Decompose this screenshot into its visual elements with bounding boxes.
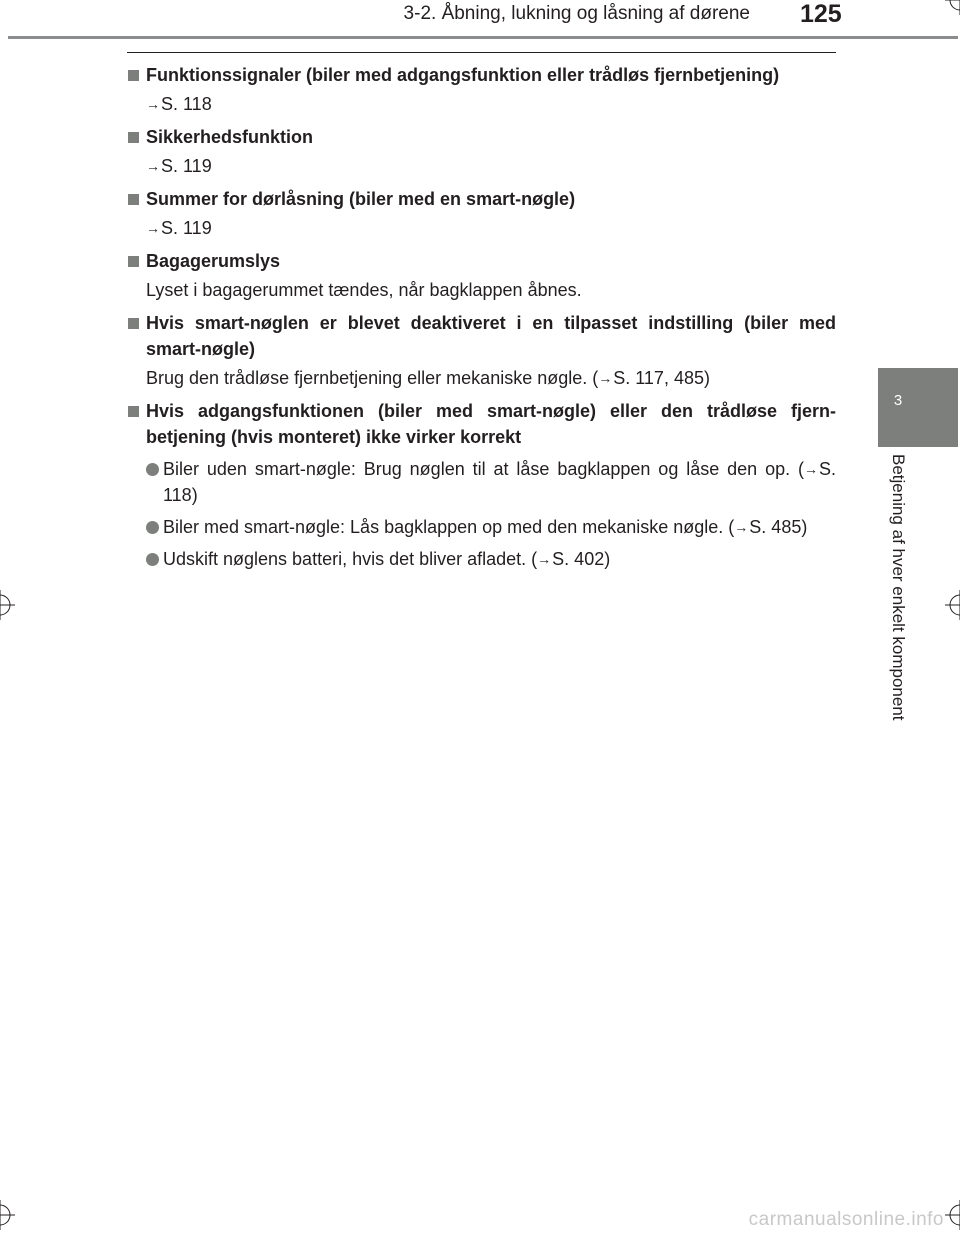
heading-text: Bagagerumslys — [146, 251, 281, 271]
arrow-icon: → — [146, 158, 160, 174]
circle-bullet-icon — [146, 521, 159, 534]
square-bullet-icon — [128, 256, 139, 267]
text-after: ) — [191, 485, 198, 505]
text-after: ) — [703, 368, 710, 388]
section-adgangsfunktion-fejl — [127, 398, 836, 572]
content-rule — [127, 52, 836, 53]
chapter-label: Betjening af hver enkelt komponent — [889, 454, 908, 721]
list-item — [127, 456, 836, 508]
chapter-tab — [878, 368, 958, 447]
square-bullet-icon — [128, 194, 139, 205]
reference-text: S. 117, 485 — [613, 368, 704, 388]
section-heading — [127, 62, 836, 88]
arrow-icon: → — [146, 220, 160, 236]
registration-mark-icon — [0, 590, 15, 620]
section-heading — [127, 398, 836, 450]
circle-bullet-icon — [146, 463, 159, 476]
list-item — [127, 546, 836, 572]
header-title: 3-2. Åbning, lukning og låsning af dørene — [403, 3, 750, 24]
square-bullet-icon — [128, 318, 139, 329]
section-heading — [127, 310, 836, 362]
bullet-text: Udskift nøglens batteri, hvis det bliver afladet. ( — [163, 549, 538, 569]
reference-text: S. 402 — [552, 549, 605, 569]
chapter-number: 3 — [893, 392, 903, 409]
arrow-icon: → — [803, 461, 818, 477]
heading-text: Hvis smart-nøglen er blevet deaktiveret i en tilpasset indstilling (biler med smart-nøgle) — [146, 313, 836, 359]
section-smart-noegle-deaktiveret — [127, 310, 836, 391]
content — [127, 62, 836, 579]
section-bagagerumslys — [127, 248, 836, 303]
page-number: 125 — [800, 0, 842, 28]
bullet-text: Biler uden smart-nøgle: Brug nøglen til at låse bagklappen og låse den op. ( — [163, 459, 804, 479]
heading-text: Summer for dørlåsning (biler med en smart-nøgle) — [146, 189, 576, 209]
square-bullet-icon — [128, 132, 139, 143]
square-bullet-icon — [128, 406, 139, 417]
arrow-icon: → — [537, 551, 552, 567]
page-reference — [127, 91, 836, 117]
list-item — [127, 514, 836, 540]
reference-text: S. 118 — [161, 94, 212, 114]
text-after: ) — [604, 549, 611, 569]
heading-text: Hvis adgangsfunktionen (biler med smart-nøgle) eller den trådløse fjern-betjening (hvis monteret) ikke virker korrekt — [146, 401, 836, 447]
watermark: carmanualsonline.info — [748, 1209, 944, 1230]
section-heading — [127, 186, 836, 212]
section-summer — [127, 186, 836, 241]
reference-text: S. 118 — [163, 459, 836, 505]
page-reference — [127, 153, 836, 179]
reference-text: S. 485 — [749, 517, 802, 537]
section-heading — [127, 124, 836, 150]
section-heading — [127, 248, 836, 274]
registration-mark-icon — [945, 1200, 960, 1230]
reference-text: S. 119 — [161, 218, 212, 238]
text-after: ) — [801, 517, 808, 537]
square-bullet-icon — [128, 70, 139, 81]
section-text: Lyset i bagagerummet tændes, når bagklappen åbnes. — [146, 280, 582, 300]
registration-mark-icon — [0, 1200, 15, 1230]
text-before: Brug den trådløse fjernbetjening eller mekaniske nøgle. ( — [146, 368, 599, 388]
arrow-icon: → — [734, 519, 749, 535]
page-reference — [127, 215, 836, 241]
heading-text: Sikkerhedsfunktion — [146, 127, 314, 147]
registration-mark-icon — [945, 590, 960, 620]
reference-text: S. 119 — [161, 156, 212, 176]
heading-text: Funktionssignaler (biler med adgangsfunktion eller trådløs fjernbetjening) — [146, 65, 780, 85]
circle-bullet-icon — [146, 553, 159, 566]
arrow-icon: → — [146, 96, 160, 112]
section-sikkerhedsfunktion — [127, 124, 836, 179]
header-rule — [8, 36, 958, 39]
arrow-icon: → — [598, 370, 613, 386]
section-funktionssignaler — [127, 62, 836, 117]
bullet-text: Biler med smart-nøgle: Lås bagklappen op med den mekaniske nøgle. ( — [163, 517, 735, 537]
registration-mark-icon — [945, 0, 960, 15]
section-text — [127, 365, 836, 391]
